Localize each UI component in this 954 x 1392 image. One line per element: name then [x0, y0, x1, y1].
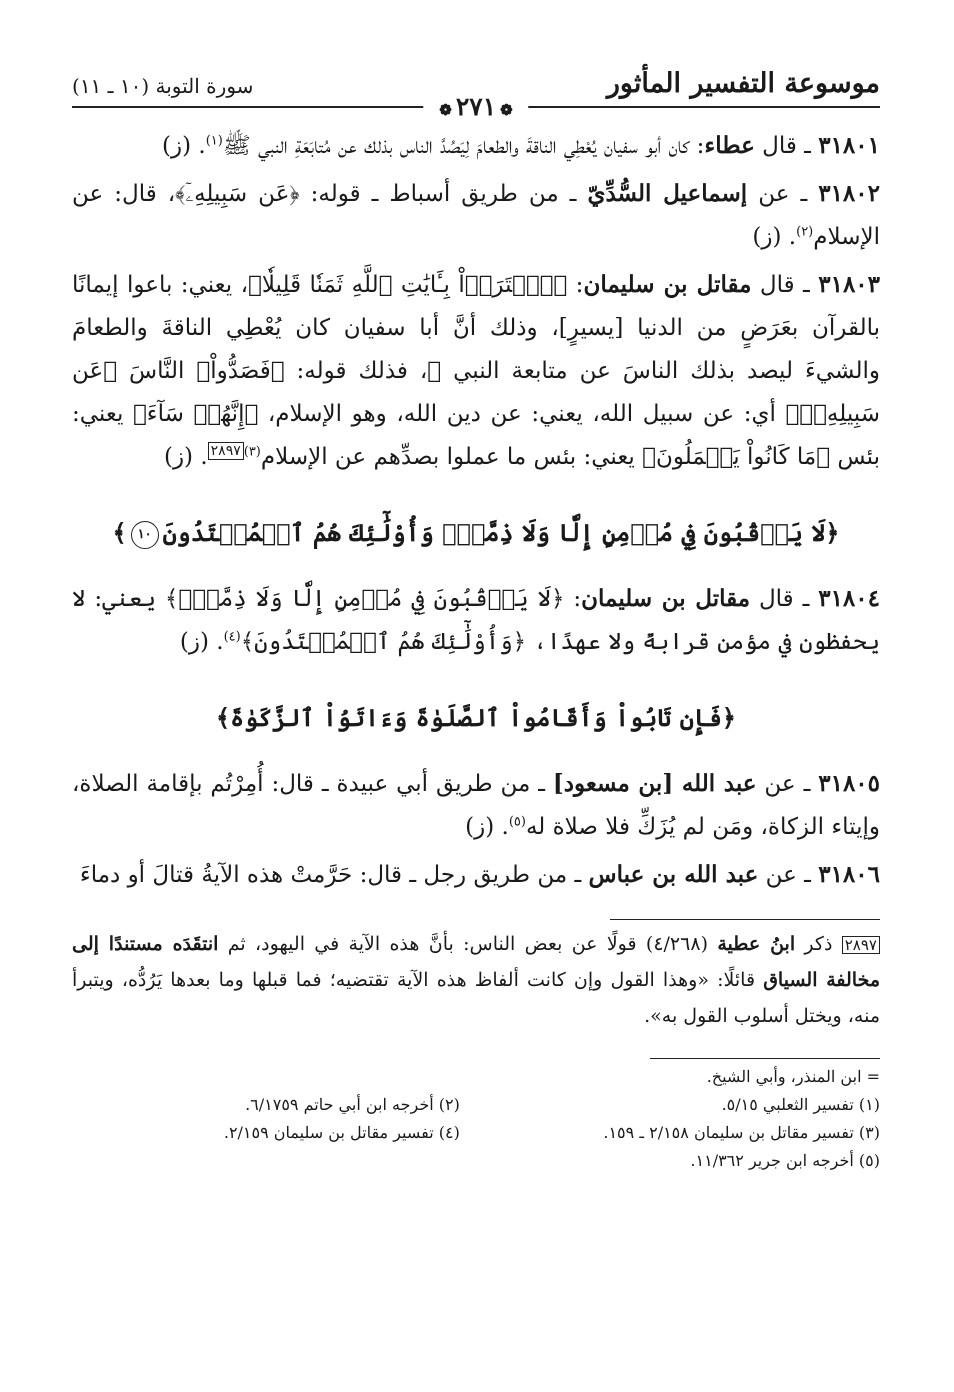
book-page — [72, 62, 880, 1175]
commentary-highlight: انتقَدَه مستندًا إلى مخالفة السياق — [72, 933, 881, 991]
entry-prefix: ـ عن — [756, 771, 819, 797]
narration-entry — [72, 124, 880, 168]
commentary-ref-box: ٢٨٩٧ — [842, 936, 880, 954]
narration-entry — [72, 762, 880, 849]
ornament-icon: ❁ — [500, 101, 513, 119]
entry-tail: . (ز) — [752, 224, 797, 250]
footnotes — [72, 1063, 880, 1175]
commentary-block — [72, 926, 880, 1034]
book-title: موسوعة التفسير المأثور — [606, 68, 880, 99]
footnote-1: (١) تفسير الثعلبي ٥/١٥. — [721, 1095, 880, 1114]
verse-close: ﴾ — [112, 518, 127, 547]
page-header — [72, 62, 880, 124]
entry-number: ٣١٨٠٥ — [818, 770, 881, 797]
entry-number: ٣١٨٠٤ — [818, 585, 880, 612]
footnote-2: (٢) أخرجه ابن أبي حاتم ٦/١٧٥٩. — [245, 1095, 460, 1114]
narrator-name: عطاء — [704, 132, 755, 159]
commentary-ref-box[interactable]: ٢٨٩٧ — [208, 442, 244, 460]
verse-text: ﴿فَإِن تَابُواْ وَأَقَامُواْ ٱلصَّلَوٰةَ وَءَاتَوُاْ ٱلزَّكَوٰةَ﴾ — [216, 703, 736, 732]
narration-entry — [72, 263, 880, 479]
narrator-name: مقاتل بن سليمان — [583, 271, 752, 298]
entry-prefix: ـ عن — [747, 181, 819, 207]
verse-text: ﴿لَا يَرۡقُبُونَ فِي مُؤۡمِنٍ إِلّٗا وَلَا ذِمَّةٗۚ وَأُوْلَٰٓئِكَ هُمُ ٱلۡمُعۡتَدُونَ — [162, 518, 840, 547]
page-number: ٢٧١ — [455, 92, 497, 121]
surah-range: سورة التوبة (١٠ ـ ١١) — [72, 74, 254, 98]
commentary-name: ابنُ عطية — [717, 933, 796, 955]
entry-text: ـ من طريق أبي عبيدة ـ قال: أُمِرْتُم بإقامة الصلاة، وإيتاء الزكاة، ومَن لم يُزَكِّ فلا صلاة له — [72, 771, 880, 840]
entry-tail: . (ز) — [163, 444, 208, 470]
quran-verse — [72, 696, 880, 740]
entry-text: : ﴿ٱشۡتَرَوۡاْ بِـَٔايَٰتِ ٱللَّهِ ثَمَنٗا قَلِيلٗا﴾، يعني: باعوا إيمانًا بالقرآن بعَرَضٍ من الدنيا [يسيرٍ]، وذلك أنَّ أبا سفيان كان يُعْطِي الناقةَ والطعامَ والشيءَ ليصد بذلك الناسَ عن متابعة النبي ﷺ، فذلك قوله: ﴿فَصَدُّواْ﴾ النَّاسَ ﴿عَن سَبِيلِهِۦٓ﴾ أي: عن سبيل الله، يعني: عن دين الله، وهو الإسلام، ﴿إِنَّهُمۡ سَآءَ﴾ يعني: بئس ﴿مَا كَانُواْ يَعۡمَلُونَ﴾ يعني: بئس ما عملوا بصدِّهم عن الإسلام — [72, 272, 880, 470]
entry-text: ـ من طريق رجل ـ قال: حَرَّمتْ هذه الآيةُ قتالَ أو دماءَ — [79, 862, 589, 888]
footnote-marker[interactable]: (٤) — [223, 629, 241, 645]
commentary-text: ذكر — [795, 933, 842, 955]
entry-text: : ﴿لَا يَرۡقُبُونَ فِي مُؤۡمِنٍ إِلّٗا وَلَا ذِمَّةٗۚ﴾ يعني: لا يحفظون في مؤمن قرابةً ولا عهدًا، ﴿وَأُوْلَٰٓئِكَ هُمُ ٱلۡمُعۡتَدُونَ﴾ — [72, 586, 880, 655]
footnote-5: (٥) أخرجه ابن جرير ١١/٣٦٢. — [690, 1151, 880, 1170]
commentary-text: قائلًا: «وهذا القول وإن كانت ألفاظ هذه الآية تقتضيه؛ فما قبلها وما بعدها يَرُدُّه، ويتبرأ منه، ويختل أسلوب القول به». — [72, 969, 880, 1027]
footnote-3: (٣) تفسير مقاتل بن سليمان ٢/١٥٨ ـ ١٥٩. — [603, 1123, 880, 1142]
footnote-separator — [650, 1058, 880, 1059]
entry-text: : كان أبو سفيان يُعْطِي الناقةَ والطعامَ لِيَصُدَّ الناس بذلك عن مُتابَعَةِ النبي ﷺ — [222, 133, 705, 159]
entry-prefix: ـ قال — [754, 133, 819, 159]
entry-prefix: ـ قال — [750, 586, 819, 612]
footnote-marker[interactable]: (٣) — [243, 444, 261, 460]
footnote-marker[interactable]: (٥) — [508, 814, 526, 830]
footnote-continuation: = ابن المنذر، وأبي الشيخ. — [706, 1067, 880, 1086]
entry-number: ٣١٨٠٣ — [818, 271, 881, 298]
entry-tail: . (ز) — [162, 133, 206, 159]
footnote-marker[interactable]: (١) — [205, 133, 223, 149]
entry-number: ٣١٨٠١ — [818, 132, 880, 159]
entry-tail: . (ز) — [179, 629, 224, 655]
entry-prefix: ـ عن — [758, 862, 819, 888]
narration-entry — [72, 172, 880, 259]
narration-entry — [72, 577, 880, 664]
entry-tail: . (ز) — [465, 814, 509, 840]
verse-number-badge: ١٠ — [131, 521, 159, 549]
narrator-name: مقاتل بن سليمان — [581, 585, 751, 612]
main-text — [72, 124, 880, 1175]
narrator-name: عبد الله [بن مسعود] — [552, 770, 757, 797]
entry-number: ٣١٨٠٦ — [818, 861, 880, 888]
narration-entry — [72, 853, 880, 897]
narrator-name: عبد الله بن عباس — [588, 861, 759, 888]
commentary-text: (٤/٢٦٨) قولًا عن بعض الناس: بأنَّ هذه الآية في اليهود، ثم — [218, 933, 718, 955]
entry-prefix: ـ قال — [751, 272, 819, 298]
narrator-name: إسماعيل السُّدِّيّ — [587, 180, 748, 207]
commentary-separator — [610, 919, 880, 920]
ornament-icon: ❁ — [439, 101, 452, 119]
page-number-block — [423, 92, 528, 121]
entry-number: ٣١٨٠٢ — [818, 180, 880, 207]
footnote-marker[interactable]: (٢) — [796, 224, 814, 240]
footnote-4: (٤) تفسير مقاتل بن سليمان ٢/١٥٩. — [223, 1123, 460, 1142]
quran-verse — [72, 511, 880, 555]
entry-text: ـ من طريق أسباط ـ قوله: ﴿عَن سَبِيلِهِۦٓ﴾، قال: عن الإسلام — [72, 181, 880, 250]
